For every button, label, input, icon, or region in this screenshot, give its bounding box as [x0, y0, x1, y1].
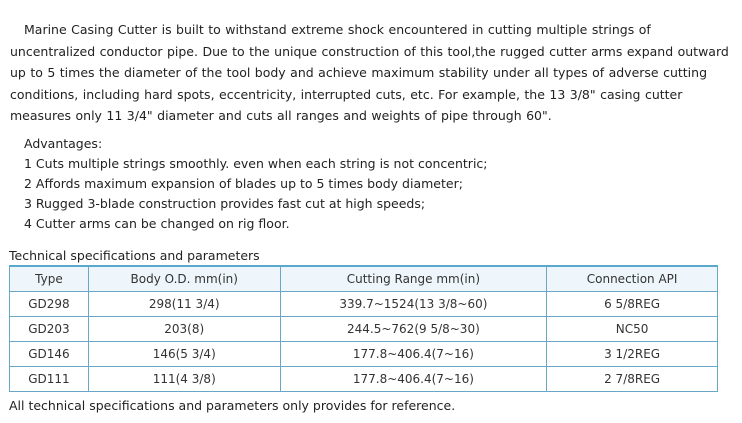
cell-type: GD298	[10, 292, 89, 317]
table-row	[10, 367, 718, 392]
cell-type: GD203	[10, 317, 89, 342]
cell-type: GD146	[10, 342, 89, 367]
spec-table-title: Technical specifications and parameters	[9, 248, 260, 263]
cell-body-od: 203(8)	[88, 317, 280, 342]
cell-connection: NC50	[547, 317, 718, 342]
reference-note: All technical specifications and parameters only provides for reference.	[9, 398, 456, 413]
spec-table	[9, 265, 718, 392]
advantage-item: 1 Cuts multiple strings smoothly. even when each string is not concentric;	[24, 156, 488, 171]
cell-body-od: 298(11 3/4)	[88, 292, 280, 317]
col-header-cutting-range: Cutting Range mm(in)	[280, 266, 547, 292]
cell-type: GD111	[10, 367, 89, 392]
cell-connection: 3 1/2REG	[547, 342, 718, 367]
table-row	[10, 342, 718, 367]
col-header-body-od: Body O.D. mm(in)	[88, 266, 280, 292]
advantages-heading: Advantages:	[24, 136, 103, 151]
cell-connection: 2 7/8REG	[547, 367, 718, 392]
cell-connection: 6 5/8REG	[547, 292, 718, 317]
advantage-item: 3 Rugged 3-blade construction provides fast cut at high speeds;	[24, 196, 426, 211]
cell-cutting-range: 177.8~406.4(7~16)	[280, 342, 547, 367]
cell-cutting-range: 339.7~1524(13 3/8~60)	[280, 292, 547, 317]
advantage-item: 4 Cutter arms can be changed on rig floor.	[24, 216, 290, 231]
spec-table-header-row	[10, 266, 718, 292]
cell-body-od: 146(5 3/4)	[88, 342, 280, 367]
table-row	[10, 317, 718, 342]
advantage-item: 2 Affords maximum expansion of blades up to 5 times body diameter;	[24, 176, 463, 191]
cell-body-od: 111(4 3/8)	[88, 367, 280, 392]
intro-paragraph: Marine Casing Cutter is built to withstand extreme shock encountered in cutting multiple strings of uncentralized conductor pipe. Due to the unique construction of this tool,the rugged cutter arms expand outward up to 5 times the diameter of the tool body and achieve maximum stability under all types of adverse cutting conditions, including hard spots, eccentricity, interrupted cuts, etc. For example, the 13 3/8" casing cutter measures only 11 3/4" diameter and cuts all ranges and weights of pipe through 60".	[10, 22, 729, 123]
table-row	[10, 292, 718, 317]
col-header-connection: Connection API	[547, 266, 718, 292]
cell-cutting-range: 244.5~762(9 5/8~30)	[280, 317, 547, 342]
advantages-list	[24, 134, 488, 234]
col-header-type: Type	[10, 266, 89, 292]
cell-cutting-range: 177.8~406.4(7~16)	[280, 367, 547, 392]
